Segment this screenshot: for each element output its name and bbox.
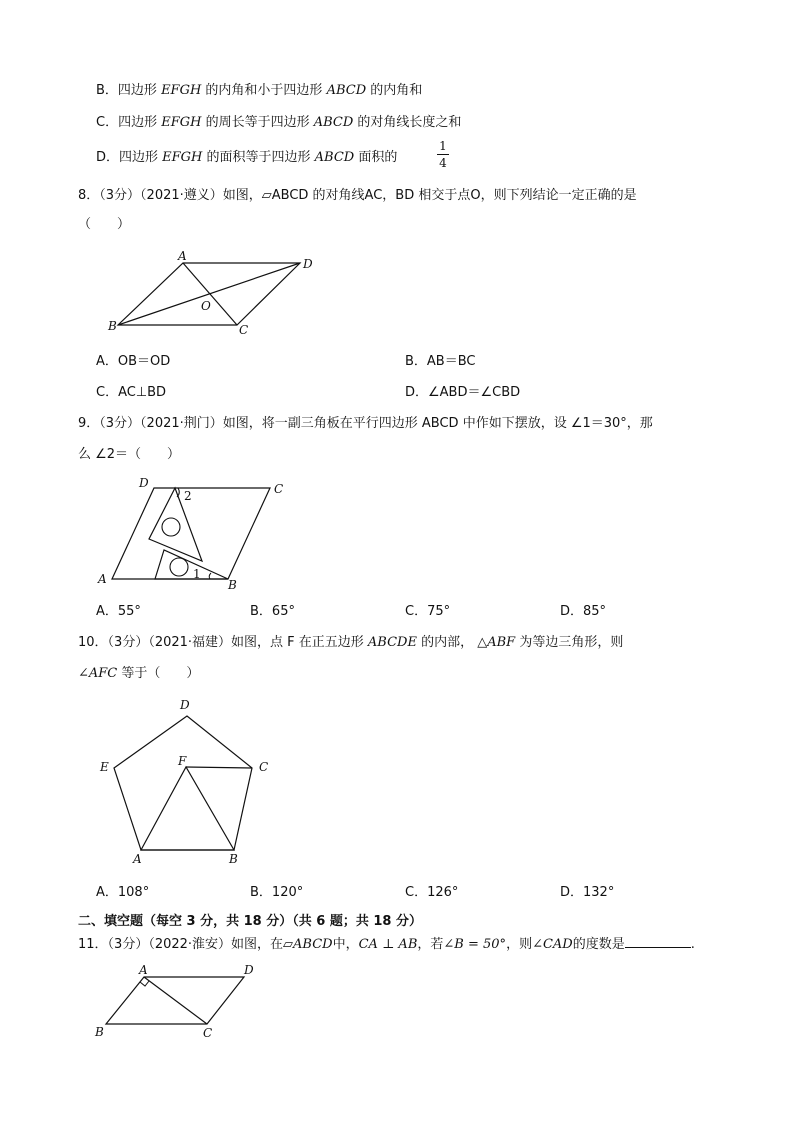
fraction-one-quarter: 1 4: [437, 139, 449, 170]
q11-label-a: A: [139, 963, 148, 977]
q10-label-b: B: [229, 852, 238, 866]
q7-option-b: B．四边形 EFGH 的内角和小于四边形 ABCD 的内角和: [96, 83, 423, 98]
q11-parallelogram-figure: [92, 962, 262, 1042]
q10-equilateral-triangle: [141, 767, 234, 850]
q9-option-c: C．75°: [405, 604, 451, 619]
q9-label-angle-1: 1: [193, 567, 201, 581]
q8-answer-paren: （ ）: [78, 217, 131, 232]
q11-label-d: D: [244, 963, 254, 977]
q9-set-square-lower: [155, 550, 228, 579]
q9-stem: 9．（3分）（2021·荆门）如图，将一副三角板在平行四边形 ABCD 中作如下摆放，设 ∠1＝30°，那: [78, 416, 653, 431]
q10-stem: 10．（3分）（2021·福建）如图，点 F 在正五边形 ABCDE 的内部， △ABF 为等边三角形，则: [78, 635, 624, 650]
q8-diagonal-bd: [118, 263, 300, 325]
q8-label-d: D: [303, 257, 313, 271]
q10-label-a: A: [133, 852, 142, 866]
q10-stem-line2: ∠AFC 等于（ ）: [78, 666, 200, 681]
q8-option-d: D．∠ABD＝∠CBD: [405, 385, 521, 400]
q8-option-a: A．OB＝OD: [96, 354, 171, 369]
q11-diagonal-ca: [144, 977, 207, 1024]
q8-label-o: O: [201, 299, 211, 313]
q9-set-square-upper: [149, 488, 202, 561]
q7-option-c: C．四边形 EFGH 的周长等于四边形 ABCD 的对角线长度之和: [96, 115, 462, 130]
q9-stem-line2: 么 ∠2＝（ ）: [78, 447, 181, 462]
q9-option-a: A．55°: [96, 604, 141, 619]
q9-parallelogram-figure: [95, 475, 295, 590]
q9-option-b: B．65°: [250, 604, 295, 619]
q9-angle-1-arc: [209, 573, 211, 579]
q9-set-square-hole-lower: [170, 558, 188, 576]
q9-label-b: B: [228, 578, 237, 592]
q10-option-a: A．108°: [96, 885, 150, 900]
q10-pentagon-figure: [95, 695, 295, 870]
q8-parallelogram-figure: [100, 248, 320, 340]
q8-option-b: B．AB＝BC: [405, 354, 476, 369]
q8-label-c: C: [239, 323, 249, 337]
q10-option-d: D．132°: [560, 885, 615, 900]
q7-option-d: D．四边形 EFGH 的面积等于四边形 ABCD 面积的: [96, 150, 398, 165]
q9-label-a: A: [98, 572, 107, 586]
q10-segment-fc: [186, 767, 252, 768]
q11-answer-blank[interactable]: [625, 935, 691, 948]
q11-label-c: C: [203, 1026, 213, 1040]
q10-option-c: C．126°: [405, 885, 459, 900]
q11-stem: 11．（3分）（2022·淮安）如图，在▱ABCD中，CA ⊥ AB，若∠B = 50°，则∠CAD的度数是 .: [78, 937, 695, 952]
q10-label-e: E: [100, 760, 109, 774]
q10-label-f: F: [178, 754, 187, 768]
q9-label-d: D: [139, 476, 149, 490]
q10-label-c: C: [259, 760, 269, 774]
q8-stem: 8．（3分）（2021·遵义）如图，▱ABCD 的对角线AC，BD 相交于点O，则下列结论一定正确的是: [78, 188, 637, 203]
q10-pentagon: [114, 716, 252, 850]
q9-label-c: C: [274, 482, 284, 496]
q8-label-b: B: [108, 319, 117, 333]
q8-option-c: C．AC⊥BD: [96, 385, 167, 400]
q10-label-d: D: [180, 698, 190, 712]
q11-label-b: B: [95, 1025, 104, 1039]
q9-set-square-hole-upper: [162, 518, 180, 536]
q8-label-a: A: [178, 249, 187, 263]
q10-option-b: B．120°: [250, 885, 304, 900]
q11-right-angle-mark: [140, 981, 149, 986]
q9-option-d: D．85°: [560, 604, 607, 619]
section-fill-in-title: 二、填空题（每空 3 分，共 18 分）（共 6 题；共 18 分）: [78, 914, 422, 929]
q9-label-angle-2: 2: [184, 489, 192, 503]
